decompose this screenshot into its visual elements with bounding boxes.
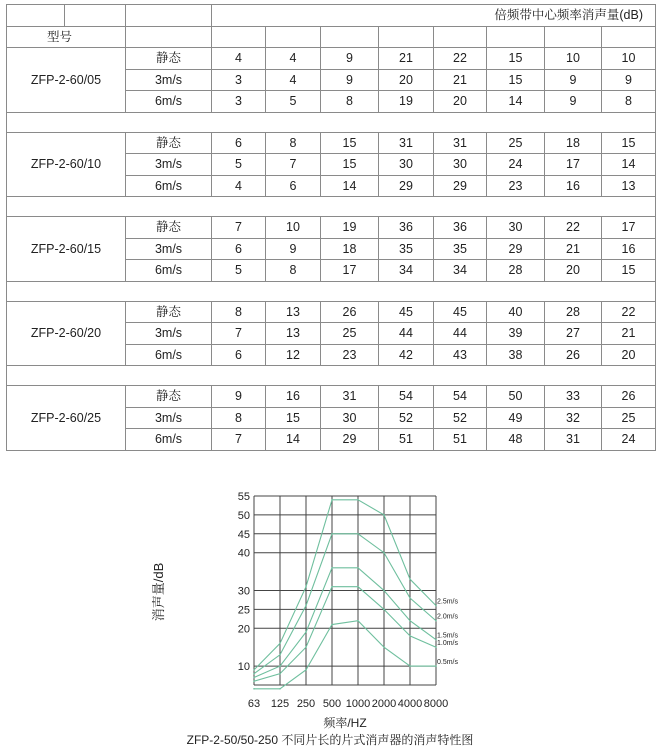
value-cell: 4 [212,175,266,197]
value-cell: 22 [602,301,656,323]
y-tick-label: 30 [237,585,250,598]
value-cell: 30 [321,407,379,429]
value-cell: 15 [602,260,656,282]
value-cell: 6 [212,238,266,260]
value-cell: 50 [487,386,545,408]
value-cell: 51 [379,429,434,451]
data-point [409,578,411,580]
separator-cell [7,281,656,301]
value-cell: 6 [212,344,266,366]
value-cell: 30 [379,154,434,176]
value-cell: 19 [379,91,434,113]
value-cell: 21 [602,323,656,345]
x-tick-label: 500 [322,698,342,710]
series-line [254,621,436,689]
blank-cell [379,26,434,48]
value-cell: 4 [266,48,321,70]
value-cell: 42 [379,344,434,366]
table-row [7,48,656,70]
value-cell: 23 [487,175,545,197]
value-cell: 19 [321,217,379,239]
y-tick-label: 40 [237,547,250,560]
value-cell: 3 [212,69,266,91]
series-line [254,587,436,682]
data-point [305,646,307,648]
value-cell: 15 [487,48,545,70]
value-cell: 31 [379,132,434,154]
model-cell: ZFP-2-60/20 [7,301,126,366]
series-label: 1.5m/s [437,632,459,640]
value-cell: 20 [602,344,656,366]
value-cell: 9 [545,69,602,91]
value-cell: 13 [602,175,656,197]
value-cell: 9 [212,386,266,408]
value-cell: 10 [266,217,321,239]
value-cell: 4 [266,69,321,91]
data-point [357,567,359,569]
value-cell: 18 [545,132,602,154]
value-cell: 32 [545,407,602,429]
value-cell: 48 [487,429,545,451]
value-cell: 22 [434,48,487,70]
x-tick-label: 2000 [371,698,397,710]
value-cell: 24 [487,154,545,176]
value-cell: 17 [321,260,379,282]
data-point [279,665,281,667]
x-tick-label: 4000 [397,698,423,710]
speed-cell: 6m/s [126,91,212,113]
value-cell: 15 [321,132,379,154]
data-point [357,620,359,622]
attenuation-chart [0,484,660,756]
value-cell: 49 [487,407,545,429]
data-point [253,673,255,675]
y-tick-label: 10 [237,661,250,674]
group-separator-row [7,366,656,386]
data-point [357,533,359,535]
value-cell: 44 [434,323,487,345]
value-cell: 17 [545,154,602,176]
value-cell: 14 [487,91,545,113]
series-line [254,500,436,670]
data-point [357,499,359,501]
data-point [331,624,333,626]
value-cell: 18 [321,238,379,260]
value-cell: 29 [487,238,545,260]
value-cell: 4 [212,48,266,70]
blank-cell [321,26,379,48]
series-label: 0.5m/s [437,659,459,667]
series-label: 2.0m/s [437,613,459,621]
value-cell: 54 [379,386,434,408]
speed-cell: 静态 [126,301,212,323]
speed-cell: 3m/s [126,154,212,176]
group-separator-row [7,197,656,217]
header-blank-cell [126,5,212,27]
value-cell: 30 [434,154,487,176]
x-tick-label: 125 [270,698,290,710]
table-body [7,5,656,451]
value-cell: 25 [487,132,545,154]
value-cell: 9 [266,238,321,260]
data-point [383,646,385,648]
value-cell: 20 [545,260,602,282]
data-point [305,669,307,671]
value-cell: 28 [545,301,602,323]
data-point [279,673,281,675]
table-row [7,217,656,239]
speed-cell: 6m/s [126,260,212,282]
blank-cell [434,26,487,48]
value-cell: 43 [434,344,487,366]
data-point [409,665,411,667]
value-cell: 30 [487,217,545,239]
model-cell: ZFP-2-60/25 [7,386,126,451]
value-cell: 16 [266,386,321,408]
value-cell: 39 [487,323,545,345]
data-point [331,586,333,588]
data-point [253,677,255,679]
value-cell: 8 [212,407,266,429]
speed-cell: 静态 [126,217,212,239]
blank-cell [212,26,266,48]
data-point [279,643,281,645]
speed-cell: 6m/s [126,175,212,197]
separator-cell [7,112,656,132]
value-cell: 26 [545,344,602,366]
model-cell: ZFP-2-60/05 [7,48,126,113]
value-cell: 14 [602,154,656,176]
table-row [7,386,656,408]
model-column-label: 型号 [7,26,126,48]
value-cell: 16 [545,175,602,197]
data-point [331,567,333,569]
value-cell: 33 [545,386,602,408]
y-axis-title: 消声量/dB [151,562,166,622]
value-cell: 10 [545,48,602,70]
value-cell: 14 [266,429,321,451]
x-axis-title: 频率/HZ [323,716,367,730]
blank-cell [266,26,321,48]
group-separator-row [7,112,656,132]
group-separator-row [7,281,656,301]
value-cell: 29 [379,175,434,197]
chart-title: ZFP-2-50/50-250 不同片长的片式消声器的消声特性图 [186,733,474,747]
value-cell: 54 [434,386,487,408]
series-label: 1.0m/s [437,640,459,648]
value-cell: 21 [545,238,602,260]
value-cell: 10 [602,48,656,70]
data-point [331,499,333,501]
value-cell: 8 [266,132,321,154]
x-tick-label: 250 [296,698,316,710]
value-cell: 44 [379,323,434,345]
value-cell: 21 [434,69,487,91]
value-cell: 51 [434,429,487,451]
value-cell: 5 [266,91,321,113]
speed-cell: 6m/s [126,429,212,451]
blank-cell [545,26,602,48]
value-cell: 8 [266,260,321,282]
value-cell: 15 [487,69,545,91]
value-cell: 14 [321,175,379,197]
value-cell: 3 [212,91,266,113]
speed-cell: 3m/s [126,323,212,345]
value-cell: 27 [545,323,602,345]
value-cell: 45 [379,301,434,323]
data-point [305,586,307,588]
value-cell: 9 [545,91,602,113]
value-cell: 7 [266,154,321,176]
model-cell: ZFP-2-60/10 [7,132,126,197]
value-cell: 7 [212,323,266,345]
y-tick-label: 45 [237,528,250,541]
speed-cell: 静态 [126,386,212,408]
value-cell: 35 [379,238,434,260]
speed-cell: 静态 [126,48,212,70]
data-point [357,586,359,588]
value-cell: 15 [602,132,656,154]
value-cell: 29 [434,175,487,197]
value-cell: 26 [602,386,656,408]
table-row [7,132,656,154]
value-cell: 52 [434,407,487,429]
value-cell: 31 [545,429,602,451]
value-cell: 8 [212,301,266,323]
data-point [305,631,307,633]
value-cell: 36 [434,217,487,239]
value-cell: 34 [379,260,434,282]
separator-cell [7,197,656,217]
value-cell: 13 [266,323,321,345]
value-cell: 8 [321,91,379,113]
value-cell: 12 [266,344,321,366]
value-cell: 20 [379,69,434,91]
value-cell: 36 [379,217,434,239]
value-cell: 8 [602,91,656,113]
series-label: 2.5m/s [437,598,459,606]
x-tick-label: 1000 [345,698,371,710]
speed-cell: 3m/s [126,69,212,91]
separator-cell [7,366,656,386]
header-blank-cell [65,5,126,27]
value-cell: 6 [212,132,266,154]
value-cell: 9 [602,69,656,91]
value-cell: 40 [487,301,545,323]
value-cell: 15 [321,154,379,176]
value-cell: 23 [321,344,379,366]
data-point [253,669,255,671]
data-point [409,635,411,637]
value-cell: 7 [212,429,266,451]
value-cell: 26 [321,301,379,323]
value-cell: 7 [212,217,266,239]
data-point [253,680,255,682]
header-row [7,5,656,27]
y-tick-label: 50 [237,509,250,522]
table-row [7,301,656,323]
value-cell: 52 [379,407,434,429]
value-cell: 25 [321,323,379,345]
value-cell: 35 [434,238,487,260]
data-point [279,688,281,690]
value-cell: 21 [379,48,434,70]
value-cell: 6 [266,175,321,197]
value-cell: 9 [321,48,379,70]
model-label-row [7,26,656,48]
value-cell: 13 [266,301,321,323]
value-cell: 25 [602,407,656,429]
value-cell: 31 [434,132,487,154]
value-cell: 45 [434,301,487,323]
value-cell: 38 [487,344,545,366]
value-cell: 34 [434,260,487,282]
speed-cell: 6m/s [126,344,212,366]
y-tick-label: 55 [237,491,250,503]
data-point [409,620,411,622]
value-cell: 22 [545,217,602,239]
data-point [383,609,385,611]
series-line [254,534,436,674]
y-tick-label: 25 [237,604,250,617]
speed-cell: 静态 [126,132,212,154]
model-cell: ZFP-2-60/15 [7,217,126,282]
value-cell: 15 [266,407,321,429]
header-blank-cell [7,5,65,27]
blank-cell [602,26,656,48]
data-point [253,688,255,690]
x-tick-label: 8000 [423,698,449,710]
blank-cell [487,26,545,48]
value-cell: 5 [212,154,266,176]
x-tick-label: 63 [247,698,261,710]
value-cell: 16 [602,238,656,260]
value-cell: 28 [487,260,545,282]
blank-cell [126,26,212,48]
speed-cell: 3m/s [126,238,212,260]
data-point [383,552,385,554]
value-cell: 29 [321,429,379,451]
value-cell: 17 [602,217,656,239]
header-title: 倍频带中心频率消声量(dB) [212,5,656,27]
value-cell: 5 [212,260,266,282]
value-cell: 24 [602,429,656,451]
data-point [305,605,307,607]
data-point [331,533,333,535]
data-point [383,514,385,516]
data-point [409,597,411,599]
value-cell: 20 [434,91,487,113]
data-point [383,590,385,592]
value-cell: 9 [321,69,379,91]
speed-cell: 3m/s [126,407,212,429]
attenuation-table [6,4,656,451]
data-point [279,654,281,656]
y-tick-label: 20 [237,623,250,636]
value-cell: 31 [321,386,379,408]
